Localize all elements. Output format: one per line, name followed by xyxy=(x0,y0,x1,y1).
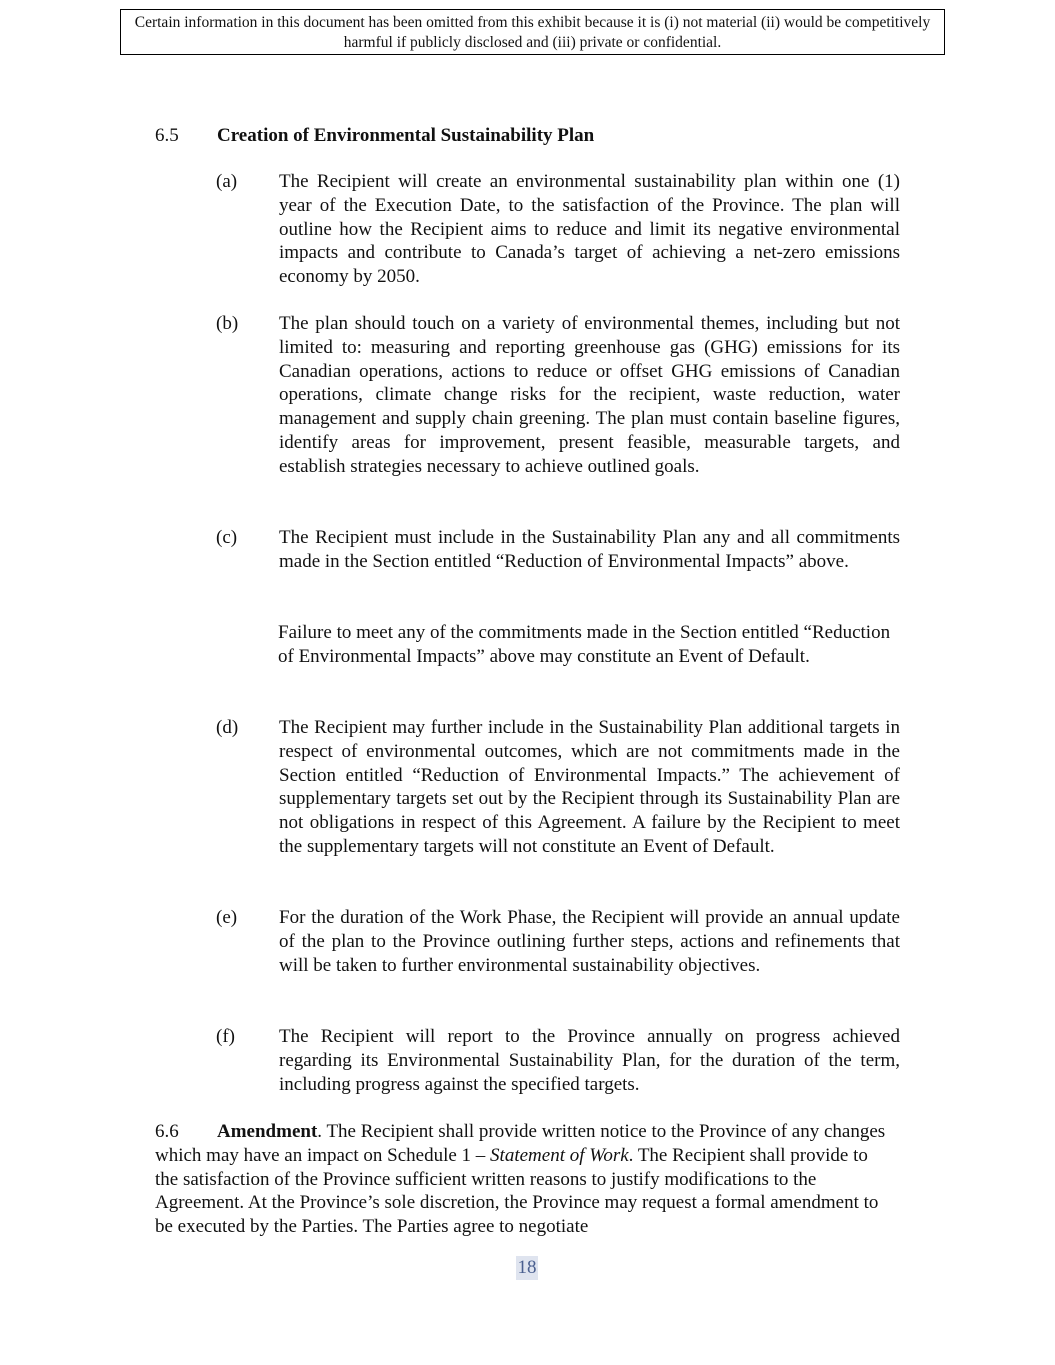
clause-b xyxy=(216,312,900,479)
clause-label: (d) xyxy=(216,717,239,738)
notice-text: Certain information in this document has been omitted from this exhibit because it is (i) not material (ii) would be competitively harmful if publicly disclosed and (iii) private or confidential. xyxy=(134,14,931,51)
clause-d xyxy=(216,716,900,859)
section-number: 6.6 xyxy=(155,1121,179,1142)
section-6-6-amendment xyxy=(155,1120,895,1239)
statement-of-work-reference: Statement of Work xyxy=(490,1144,629,1166)
clause-label: (b) xyxy=(216,313,239,334)
clause-text: The plan should touch on a variety of environmental themes, including but not limited to: measuring and reporting greenhouse gas (GHG) emissions for its Canadian operations, actions to reduce or offset GHG emissions of Canadian operations, climate change risks for the recipient, waste reduction, water management and supply chain greening. The plan must contain baseline figures, identify areas for improvement, present feasible, measurable targets, and establish strategies necessary to achieve outlined goals. xyxy=(279,313,900,477)
section-title: Creation of Environmental Sustainability Plan xyxy=(217,125,595,146)
clause-c xyxy=(216,526,900,574)
amendment-text-end: . The Recipient shall provide to the satisfaction of the Province sufficient written reasons to justify modifications to the Agreement. At the Province’s sole discretion, the Province may request a formal amendment to be executed by the Parties. The Parties agree to negotiate xyxy=(155,1144,879,1238)
confidentiality-notice xyxy=(120,9,945,55)
clause-label: (a) xyxy=(216,171,238,192)
clause-text: The Recipient will create an environmental sustainability plan within one (1) year of the Execution Date, to the satisfaction of the Province. The plan will outline how the Recipient aims to reduce and limit its negative environmental impacts and contribute to Canada’s target of achieving a net-zero emissions economy by 2050. xyxy=(279,171,900,288)
clause-e xyxy=(216,906,900,977)
amendment-text-start: . The Recipient shall provide written notice to the Province of any changes which may have an impact on Schedule 1 – xyxy=(155,1121,886,1166)
clause-label: (e) xyxy=(216,907,238,928)
clause-label: (c) xyxy=(216,527,238,548)
failure-paragraph: Failure to meet any of the commitments made in the Section entitled “Reduction of Environmental Impacts” above may constitute an Event of Default. xyxy=(278,622,891,667)
clause-text: The Recipient may further include in the Sustainability Plan additional targets in respect of environmental outcomes, which are not commitments made in the Section entitled “Reduction of Environmental Impacts.” The achievement of supplementary targets set out by the Recipient through its Sustainability Plan are not obligations in respect of this Agreement. A failure by the Recipient to meet the supplementary targets will not constitute an Event of Default. xyxy=(279,717,900,857)
section-title: Amendment xyxy=(217,1121,318,1142)
clause-text: The Recipient must include in the Sustainability Plan any and all commitments made in the Section entitled “Reduction of Environmental Impacts” above. xyxy=(279,527,900,572)
clause-a xyxy=(216,170,900,289)
page-number: 18 xyxy=(517,1257,537,1278)
clause-f xyxy=(216,1025,900,1096)
clause-text: The Recipient will report to the Province annually on progress achieved regarding its Environmental Sustainability Plan, for the duration of the term, including progress against the specified targets. xyxy=(279,1026,900,1095)
clause-label: (f) xyxy=(216,1026,235,1047)
section-6-5-heading xyxy=(155,124,594,148)
clause-text: For the duration of the Work Phase, the Recipient will provide an annual update of the plan to the Province outlining further steps, actions and refinements that will be taken to further environmental sustainability objectives. xyxy=(279,907,900,976)
section-number: 6.5 xyxy=(155,125,179,146)
